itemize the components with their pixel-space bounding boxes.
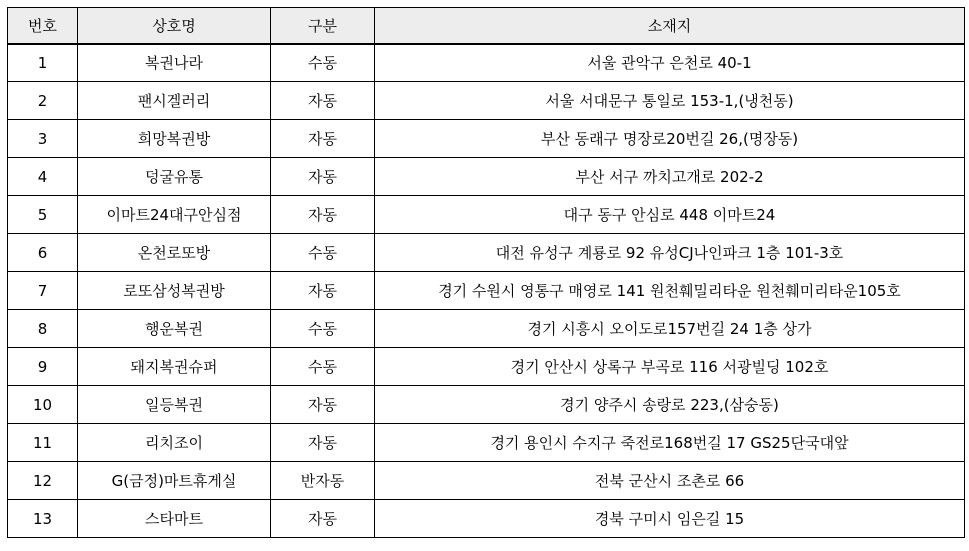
cell-type: 수동: [271, 310, 375, 348]
cell-store-name: 팬시겔러리: [78, 82, 271, 120]
cell-store-name: 일등복권: [78, 386, 271, 424]
cell-number: 2: [8, 82, 78, 120]
cell-number: 5: [8, 196, 78, 234]
cell-number: 10: [8, 386, 78, 424]
cell-address: 대전 유성구 계룡로 92 유성CJ나인파크 1층 101-3호: [375, 234, 965, 272]
table-row: [8, 386, 965, 424]
table-row: [8, 44, 965, 82]
cell-store-name: 돼지복권슈퍼: [78, 348, 271, 386]
cell-number: 11: [8, 424, 78, 462]
cell-number: 3: [8, 120, 78, 158]
cell-type: 자동: [271, 500, 375, 538]
cell-address: 경기 시흥시 오이도로157번길 24 1층 상가: [375, 310, 965, 348]
cell-type: 수동: [271, 234, 375, 272]
cell-address: 경기 양주시 송랑로 223,(삼숭동): [375, 386, 965, 424]
cell-number: 12: [8, 462, 78, 500]
cell-type: 수동: [271, 348, 375, 386]
cell-address: 경북 구미시 임은길 15: [375, 500, 965, 538]
cell-type: 자동: [271, 386, 375, 424]
cell-store-name: 스타마트: [78, 500, 271, 538]
lottery-store-table-container: [7, 7, 965, 538]
cell-number: 6: [8, 234, 78, 272]
cell-number: 9: [8, 348, 78, 386]
cell-store-name: 리치조이: [78, 424, 271, 462]
cell-number: 8: [8, 310, 78, 348]
cell-type: 수동: [271, 44, 375, 82]
cell-address: 전북 군산시 조촌로 66: [375, 462, 965, 500]
cell-type: 자동: [271, 82, 375, 120]
cell-type: 자동: [271, 272, 375, 310]
table-row: [8, 196, 965, 234]
table-row: [8, 462, 965, 500]
cell-address: 부산 서구 까치고개로 202-2: [375, 158, 965, 196]
table-row: [8, 500, 965, 538]
table-row: [8, 310, 965, 348]
table-row: [8, 234, 965, 272]
cell-address: 경기 수원시 영통구 매영로 141 원천훼밀리타운 원천훼미리타운105호: [375, 272, 965, 310]
cell-type: 자동: [271, 424, 375, 462]
table-row: [8, 348, 965, 386]
cell-address: 경기 안산시 상록구 부곡로 116 서광빌딩 102호: [375, 348, 965, 386]
header-number: 번호: [8, 8, 78, 44]
cell-store-name: 복권나라: [78, 44, 271, 82]
table-row: [8, 272, 965, 310]
table-header-row: [8, 8, 965, 44]
cell-store-name: 이마트24대구안심점: [78, 196, 271, 234]
table-row: [8, 424, 965, 462]
cell-type: 자동: [271, 158, 375, 196]
cell-number: 13: [8, 500, 78, 538]
table-row: [8, 120, 965, 158]
cell-store-name: 희망복권방: [78, 120, 271, 158]
cell-store-name: G(금정)마트휴게실: [78, 462, 271, 500]
cell-address: 경기 용인시 수지구 죽전로168번길 17 GS25단국대앞: [375, 424, 965, 462]
cell-address: 대구 동구 안심로 448 이마트24: [375, 196, 965, 234]
header-address: 소재지: [375, 8, 965, 44]
header-store-name: 상호명: [78, 8, 271, 44]
cell-number: 1: [8, 44, 78, 82]
cell-store-name: 온천로또방: [78, 234, 271, 272]
cell-number: 4: [8, 158, 78, 196]
table-row: [8, 158, 965, 196]
cell-type: 자동: [271, 196, 375, 234]
cell-type: 반자동: [271, 462, 375, 500]
cell-store-name: 행운복권: [78, 310, 271, 348]
cell-address: 서울 관악구 은천로 40-1: [375, 44, 965, 82]
cell-number: 7: [8, 272, 78, 310]
header-type: 구분: [271, 8, 375, 44]
cell-address: 서울 서대문구 통일로 153-1,(냉천동): [375, 82, 965, 120]
table-row: [8, 82, 965, 120]
cell-type: 자동: [271, 120, 375, 158]
cell-address: 부산 동래구 명장로20번길 26,(명장동): [375, 120, 965, 158]
cell-store-name: 덩굴유통: [78, 158, 271, 196]
lottery-store-table: [7, 7, 965, 538]
cell-store-name: 로또삼성복권방: [78, 272, 271, 310]
